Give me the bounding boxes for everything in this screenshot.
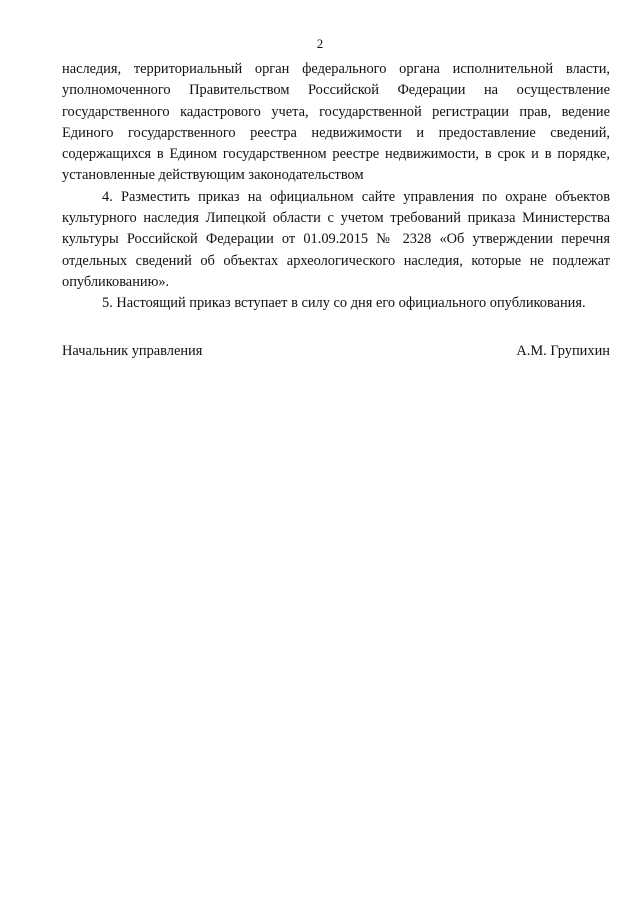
paragraph-item-4: 4. Разместить приказ на официальном сайте управления по охране объектов культурного наследия Липецкой области с учетом требований приказа Министерства культуры Российской Федерации от 01.09.2015 № 2328 «Об утверждении перечня отдельных сведений об объектах археологического наследия, которые не подлежат опубликованию». [62,188,610,290]
signatory-position: Начальник управления [62,343,203,359]
paragraph-continuation: наследия, территориальный орган федерального органа исполнительной власти, уполномоченного Правительством Российской Федерации на осуществление государственного кадастрового учета, государственной регистрации прав, ведение Единого государственного реестра недвижимости и предоставление сведений, содержащихся в Едином государственном реестре недвижимости, в срок и в порядке, установленные действующим законодательством [62,61,610,184]
signatory-name: А.М. Групихин [516,343,610,359]
signature-block [62,341,610,361]
paragraph-item-5: 5. Настоящий приказ вступает в силу со дня его официального опубликования. [102,295,586,312]
document-body [62,59,610,315]
page-number: 2 [316,36,324,51]
